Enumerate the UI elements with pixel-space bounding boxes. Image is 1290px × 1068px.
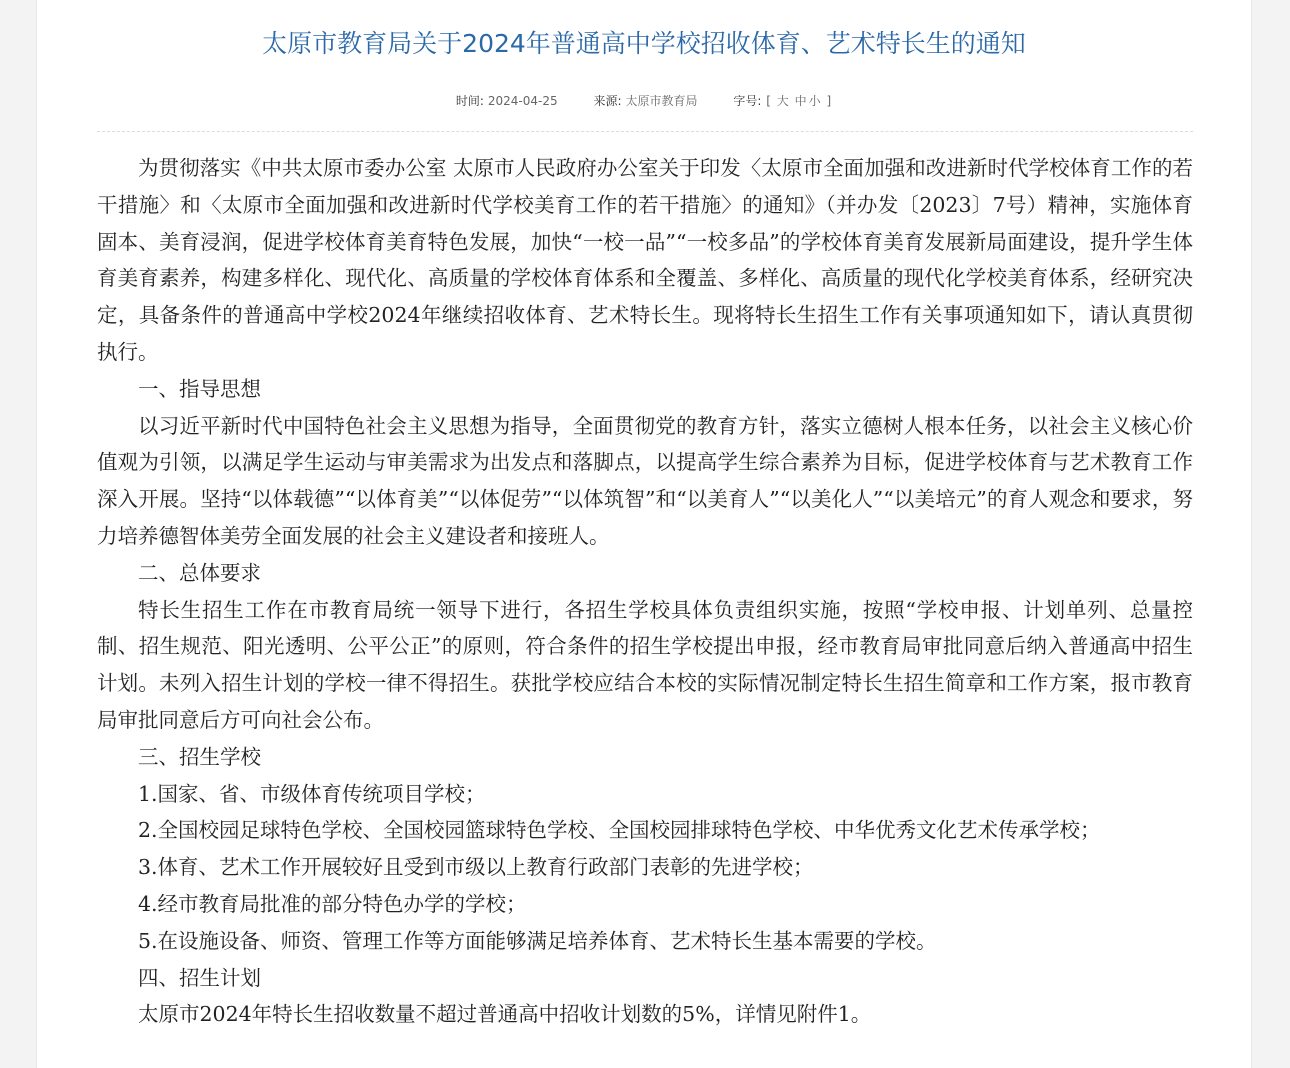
article-source — [593, 91, 697, 111]
font-size-switcher — [733, 91, 832, 111]
publish-time-label: 时间: — [455, 94, 484, 108]
list-item: 5.在设施设备、师资、管理工作等方面能够满足培养体育、艺术特长生基本需要的学校。 — [138, 928, 937, 953]
article-body — [97, 150, 1193, 1033]
publish-time-value: 2024-04-25 — [487, 94, 558, 108]
paragraph: 太原市2024年特长生招收数量不超过普通高中招收计划数的5%，详情见附件1。 — [138, 1002, 872, 1027]
bracket-close: ] — [826, 94, 832, 108]
bracket-open: [ — [766, 94, 771, 108]
list-item: 4.经市教育局批准的部分特色办学的学校； — [138, 891, 527, 916]
paragraph: 特长生招生工作在市教育局统一领导下进行，各招生学校具体负责组织实施，按照“学校申报、计划单列、总量控制、招生规范、阳光透明、公平公正”的原则，符合条件的招生学校提出申报，经市教育局审批同意后纳入普通高中招生计划。未列入招生计划的学校一律不得招生。获批学校应结合本校的实际情况制定特长生招生简章和工作方案，报市教育局审批同意后方可向社会公布。 — [97, 597, 1193, 732]
paragraph: 以习近平新时代中国特色社会主义思想为指导，全面贯彻党的教育方针，落实立德树人根本任务，以社会主义核心价值观为引领，以满足学生运动与审美需求为出发点和落脚点，以提高学生综合素养为目标，促进学校体育与艺术教育工作深入开展。坚持“以体载德”“以体育美”“以体促劳”“以体筑智”和“以美育人”“以美化人”“以美培元”的育人观念和要求，努力培养德智体美劳全面发展的社会主义建设者和接班人。 — [97, 413, 1193, 548]
section-heading: 三、招生学校 — [138, 744, 261, 769]
section-heading: 一、指导思想 — [138, 376, 261, 401]
list-item: 2.全国校园足球特色学校、全国校园篮球特色学校、全国校园排球特色学校、中华优秀文化艺术传承学校； — [138, 818, 1101, 843]
font-size-small-button[interactable]: 小 — [808, 94, 821, 108]
font-size-label: 字号: — [733, 94, 762, 108]
list-item: 3.体育、艺术工作开展较好且受到市级以上教育行政部门表彰的先进学校； — [138, 855, 814, 880]
title-divider — [97, 131, 1193, 132]
font-size-medium-button[interactable]: 中 — [794, 94, 807, 108]
publish-time — [456, 91, 558, 111]
paragraph-intro: 为贯彻落实《中共太原市委办公室 太原市人民政府办公室关于印发〈太原市全面加强和改进新时代学校体育工作的若干措施〉和〈太原市全面加强和改进新时代学校美育工作的若干措施〉的通知》（并办发〔2023〕7号）精神，实施体育固本、美育浸润，促进学校体育美育特色发展，加快“一校一品”“一校多品”的学校体育美育发展新局面建设，提升学生体育美育素养，构建多样化、现代化、高质量的学校体育体系和全覆盖、多样化、高质量的现代化学校美育体系，经研究决定，具备条件的普通高中学校2024年继续招收体育、艺术特长生。现将特长生招生工作有关事项通知如下，请认真贯彻执行。 — [97, 156, 1193, 364]
source-value: 太原市教育局 — [625, 94, 698, 108]
article-title: 太原市教育局关于2024年普通高中学校招收体育、艺术特长生的通知 — [262, 29, 1026, 58]
section-heading: 四、招生计划 — [138, 965, 261, 990]
article-meta — [37, 91, 1251, 111]
source-label: 来源: — [593, 94, 622, 108]
article-page — [36, 0, 1252, 1068]
font-size-large-button[interactable]: 大 — [776, 94, 789, 108]
section-heading: 二、总体要求 — [138, 560, 261, 585]
list-item: 1.国家、省、市级体育传统项目学校； — [138, 781, 486, 806]
